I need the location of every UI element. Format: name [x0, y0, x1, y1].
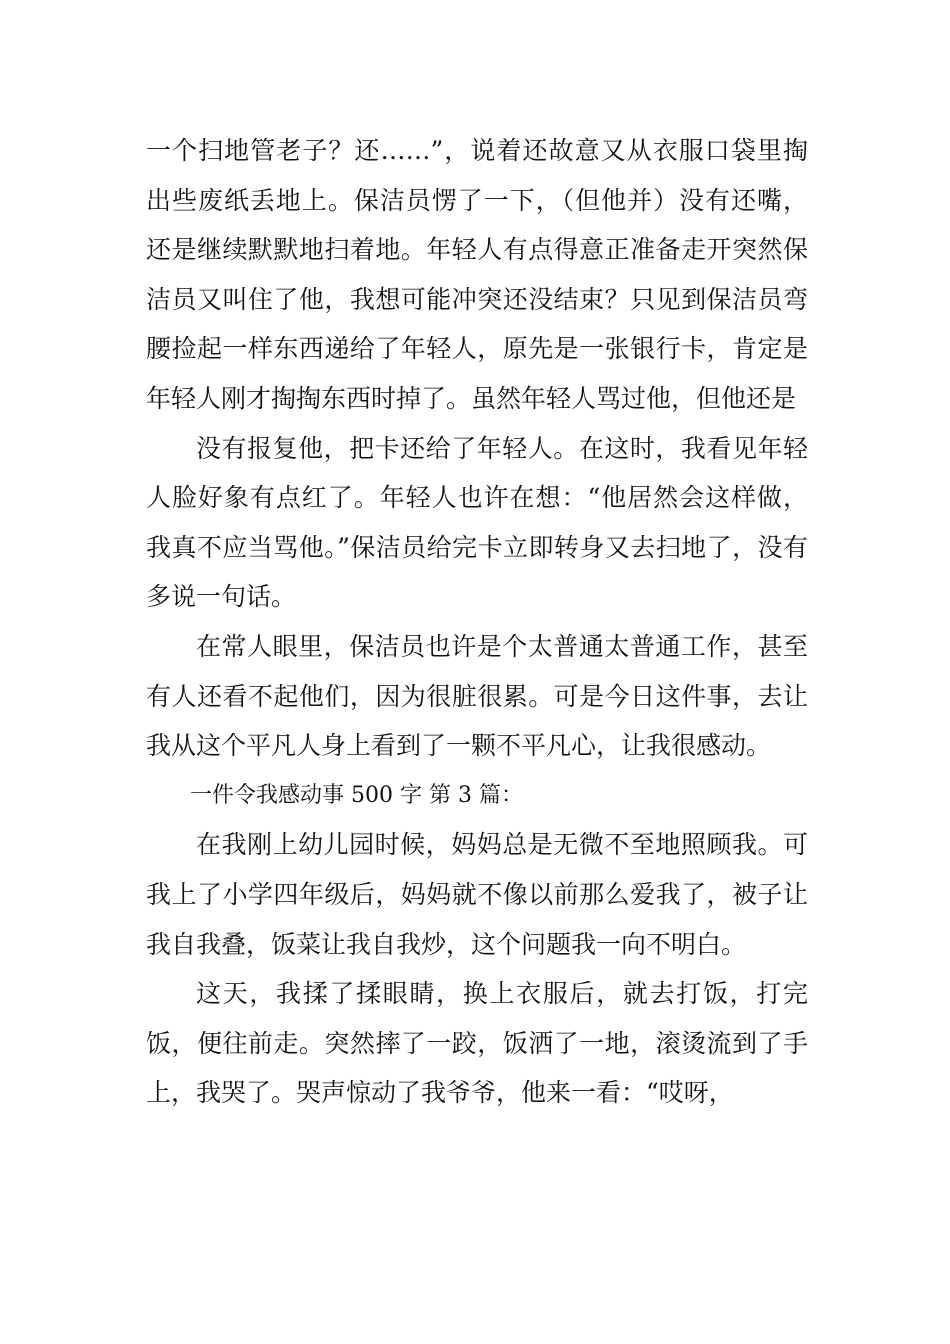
paragraph: 在我刚上幼儿园时候，妈妈总是无微不至地照顾我。可我上了小学四年级后，妈妈就不像以前那么爱我了，被子让我自我叠，饭菜让我自我炒，这个问题我一向不明白。: [146, 830, 808, 959]
document-body: [146, 126, 808, 1118]
paragraph: 一个扫地管老子？还……”，说着还故意又从衣服口袋里掏出些废纸丢地上。保洁员愣了一下，（但他并）没有还嘴，还是继续默默地扫着地。年轻人有点得意正准备走开突然保洁员又叫住了他，我想可能冲突还没结束？只见到保洁员弯腰捡起一样东西递给了年轻人，原先是一张银行卡，肯定是年轻人刚才掏掏东西时掉了。虽然年轻人骂过他，但他还是: [146, 136, 808, 413]
paragraph: 在常人眼里，保洁员也许是个太普通太普通工作，甚至有人还看不起他们，因为很脏很累。可是今日这件事，去让我从这个平凡人身上看到了一颗不平凡心，让我很感动。: [146, 631, 808, 761]
paragraph: 没有报复他，把卡还给了年轻人。在这时，我看见年轻人脸好象有点红了。年轻人也许在想：“他居然会这样做，我真不应当骂他。”保洁员给完卡立即转身又去扫地了，没有多说一句话。: [146, 433, 808, 612]
paragraph: 这天，我揉了揉眼睛，换上衣服后，就去打饭，打完饭，便往前走。突然摔了一跤，饭洒了一地，滚烫流到了手上，我哭了。哭声惊动了我爷爷，他来一看：“哎呀，: [146, 979, 808, 1108]
section-heading: 一件令我感动事 500 字 第 3 篇：: [190, 782, 523, 808]
